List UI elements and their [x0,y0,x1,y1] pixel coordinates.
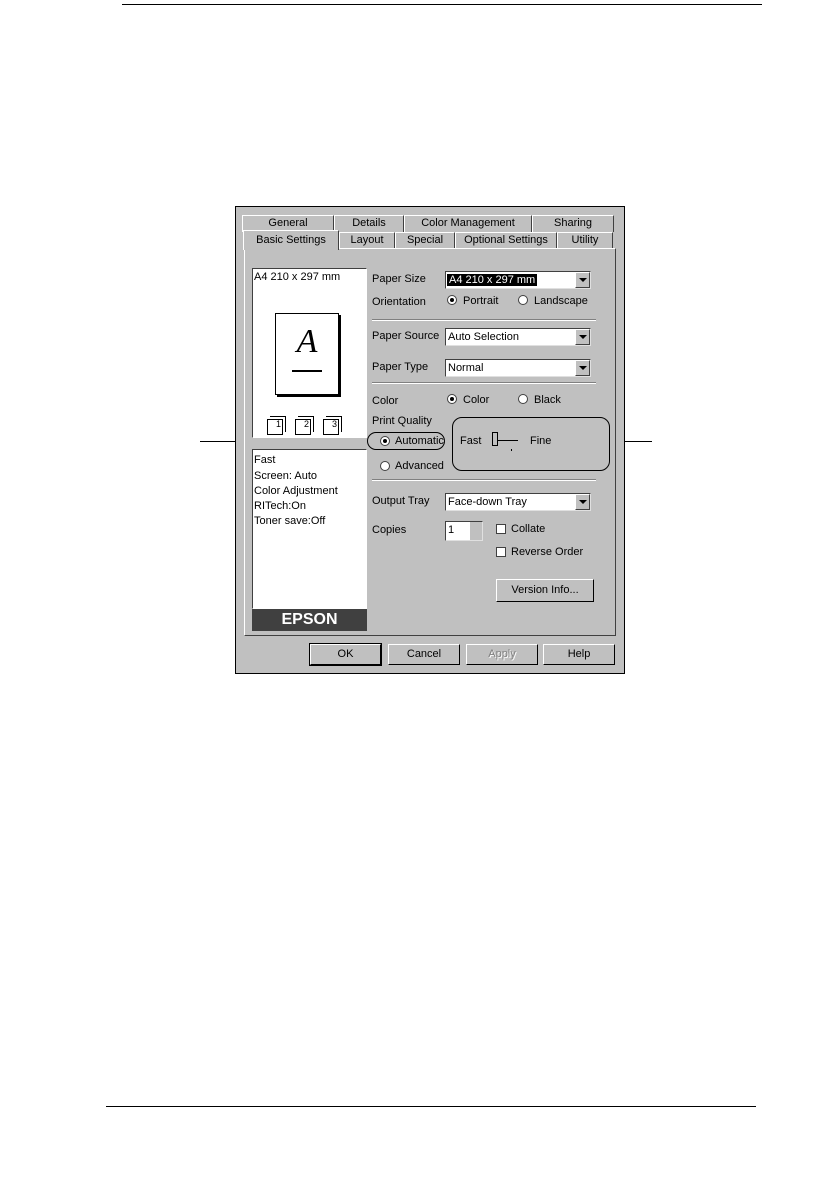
cancel-button[interactable]: Cancel [388,644,460,665]
output-tray-label: Output Tray [372,495,430,507]
output-tray-select[interactable]: Face-down Tray [445,493,591,511]
tab-basic-settings[interactable]: Basic Settings [243,230,339,250]
quality-slider[interactable] [490,430,520,454]
copy-page-icon-2: 2 [295,419,311,435]
preview-glyph: A [296,323,318,360]
quality-advanced-label[interactable]: Advanced [395,460,444,472]
divider [372,382,596,384]
color-black-radio[interactable] [518,394,528,404]
chevron-down-icon[interactable] [575,272,590,288]
chevron-down-icon[interactable] [575,329,590,345]
preview-glyph-underline [292,370,322,372]
orientation-portrait-radio[interactable] [447,295,457,305]
quality-advanced-radio[interactable] [380,461,390,471]
tab-optional-settings[interactable]: Optional Settings [455,232,557,249]
orientation-landscape-radio[interactable] [518,295,528,305]
tab-sharing[interactable]: Sharing [532,215,614,232]
spin-down-button[interactable] [470,531,482,540]
summary-line: Toner save:Off [254,515,326,527]
divider [372,479,596,481]
paper-size-label: Paper Size [372,273,426,285]
summary-line: Color Adjustment [254,485,338,497]
reverse-order-checkbox[interactable] [496,547,506,557]
divider [372,319,596,321]
slider-tick [511,449,512,451]
tab-general[interactable]: General [242,215,334,232]
summary-line: Screen: Auto [254,470,317,482]
orientation-portrait-label[interactable]: Portrait [463,295,499,307]
color-black-label[interactable]: Black [534,394,561,406]
paper-source-label: Paper Source [372,330,440,342]
summary-line: RITech:On [254,500,306,512]
paper-source-select[interactable]: Auto Selection [445,328,591,346]
paper-type-label: Paper Type [372,361,429,373]
tab-details[interactable]: Details [334,215,404,232]
help-button[interactable]: Help [543,644,615,665]
basic-settings-panel [244,248,616,636]
version-info-button[interactable]: Version Info... [496,579,594,602]
paper-preview [252,268,367,438]
tab-utility[interactable]: Utility [557,232,613,249]
paper-type-select[interactable]: Normal [445,359,591,377]
tab-color-management[interactable]: Color Management [404,215,532,232]
tab-layout[interactable]: Layout [339,232,395,249]
chevron-down-icon[interactable] [575,360,590,376]
summary-line: Fast [254,454,276,466]
slider-fast-label: Fast [460,435,482,447]
printer-properties-dialog [235,206,625,674]
page-top-rule [122,4,762,5]
epson-logo: EPSON [252,609,367,631]
ok-button[interactable]: OK [310,644,381,665]
copy-page-icon-3: 3 [323,419,339,435]
copies-input[interactable]: 1 [445,521,483,541]
copies-label: Copies [372,524,407,536]
quality-automatic-label[interactable]: Automatic [395,435,444,447]
page-bottom-rule [106,1106,756,1107]
tab-special[interactable]: Special [395,232,455,249]
chevron-down-icon[interactable] [575,494,590,510]
slider-fine-label: Fine [530,435,552,447]
collate-checkbox[interactable] [496,524,506,534]
orientation-label: Orientation [372,296,426,308]
page-preview-sheet [275,313,339,395]
copy-page-icon-1: 1 [267,419,283,435]
quality-automatic-radio[interactable] [380,436,390,446]
preview-paper-label: A4 210 x 297 mm [254,271,341,283]
print-quality-label: Print Quality [372,415,432,427]
color-color-radio[interactable] [447,394,457,404]
color-color-label[interactable]: Color [463,394,490,406]
paper-size-select[interactable]: A4 210 x 297 mm [445,271,591,289]
apply-button[interactable]: Apply [466,644,538,665]
slider-thumb[interactable] [492,432,498,446]
settings-summary [252,449,367,609]
color-label: Color [372,395,399,407]
reverse-order-label[interactable]: Reverse Order [511,546,584,558]
collate-label[interactable]: Collate [511,523,546,535]
orientation-landscape-label[interactable]: Landscape [534,295,588,307]
